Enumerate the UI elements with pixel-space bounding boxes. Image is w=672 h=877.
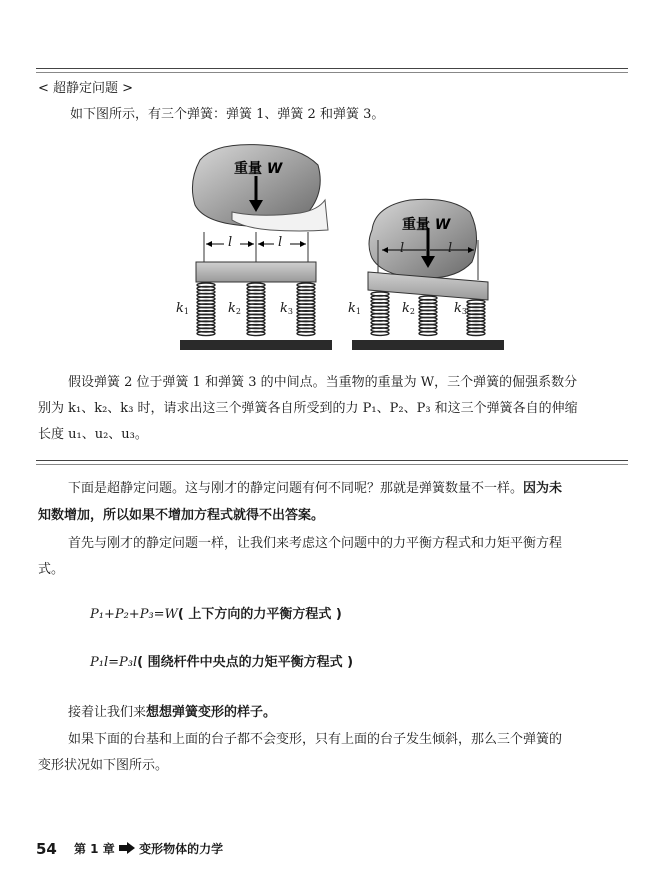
right-rock [369, 199, 477, 278]
left-l-1: l [228, 235, 233, 250]
arrow-right-icon [119, 842, 135, 854]
para-4-line-2: 变形状况如下图所示。 [38, 758, 169, 773]
left-spring-2 [247, 283, 265, 336]
right-l-1: l [400, 241, 405, 256]
para-1-line-1: 下面是超静定问题。这与刚才的静定问题有何不同呢？那就是弹簧数量不一样。因为未 [68, 481, 563, 496]
question-line-1: 假设弹簧 2 位于弹簧 1 和弹簧 3 的中间点。当重物的重量为 W，三个弹簧的倔强系数分 [68, 375, 578, 390]
left-base [180, 340, 332, 350]
spring-figure [0, 0, 672, 360]
right-base [352, 340, 504, 350]
left-k3: $k_3$ [280, 301, 293, 316]
left-spring-3 [297, 283, 315, 336]
left-weight-label: 重量 W [234, 161, 283, 177]
left-k1: $k_1$ [176, 301, 189, 316]
right-spring-1 [371, 292, 389, 335]
equation-1: P₁+P₂+P₃=W( 上下方向的力平衡方程式 ) [90, 607, 342, 622]
section-title: < 超静定问题 > [38, 81, 134, 96]
right-k3: $k_3$ [454, 301, 467, 316]
mid-rule [36, 460, 628, 461]
right-spring-3 [467, 300, 485, 336]
page-number: 54 [36, 840, 57, 858]
right-k1: $k_1$ [348, 301, 361, 316]
right-spring-2 [419, 296, 437, 335]
para-2-line-2: 式。 [38, 562, 65, 577]
chapter-label: 第 1 章 变形物体的力学 [74, 842, 224, 856]
para-2-line-1: 首先与刚才的静定问题一样，让我们来考虑这个问题中的力平衡方程式和力矩平衡方程 [68, 536, 563, 551]
para-4-line-1: 如果下面的台基和上面的台子都不会变形，只有上面的台子发生倾斜，那么三个弹簧的 [68, 732, 563, 747]
right-k2: $k_2$ [402, 301, 415, 316]
left-spring-1 [197, 283, 215, 336]
right-weight-label: 重量 W [402, 217, 451, 233]
question-line-2: 别为 k₁、k₂、k₃ 时，请求出这三个弹簧各自所受到的力 P₁、P₂、P₃ 和这三个弹簧各自的伸缩 [38, 401, 578, 416]
left-plate [196, 262, 316, 282]
right-l-2: l [448, 241, 453, 256]
intro-text: 如下图所示，有三个弹簧：弹簧 1、弹簧 2 和弹簧 3。 [70, 107, 385, 122]
question-line-3: 长度 u₁、u₂、u₃。 [38, 427, 148, 442]
left-l-2: l [278, 235, 283, 250]
left-k2: $k_2$ [228, 301, 241, 316]
mid-rule-inner [36, 464, 628, 465]
para-1-line-2: 知数增加，所以如果不增加方程式就得不出答案。 [38, 508, 325, 523]
para-3: 接着让我们来想想弹簧变形的样子。 [68, 705, 277, 720]
equation-2: P₁l=P₃l( 围绕杆件中央点的力矩平衡方程式 ) [90, 655, 354, 670]
